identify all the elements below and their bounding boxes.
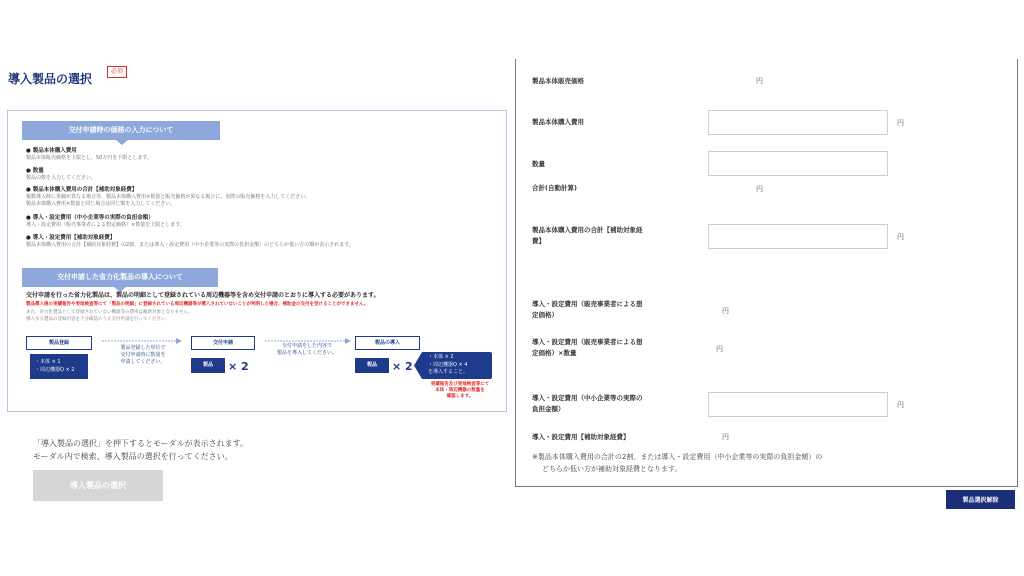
- info-item-title: ● 製品本体購入費用: [26, 148, 77, 154]
- flow-note-line: 本体・周辺機器の数量を: [435, 388, 485, 393]
- flow-detail-item: ・本体 × 1: [35, 359, 61, 365]
- info-item-setup-actual: [26, 214, 496, 229]
- setup-eligible-yen: 円: [722, 433, 729, 441]
- triangle-down-icon: [116, 140, 128, 145]
- flow-text-line: 交付申請をした内容で: [281, 343, 332, 349]
- label-line: 製品本体購入費用の合計【補助対象経: [532, 226, 643, 234]
- info-item-desc: 製品本体販売価格を上限とし、50万円を下限とします。: [26, 155, 152, 161]
- flow-callout-line: を導入すること。: [428, 369, 469, 375]
- flow-callout-line: ・周辺機器Q × 4: [428, 361, 468, 368]
- flow-multiplier: × 2: [392, 360, 413, 373]
- info-item-desc: 製品本体購入費用の合計【補助対象経費】の2割、または導入・設定費用（中小企業等の実際の負担金額）のどちらか低い方の額が表示されます。: [26, 242, 354, 248]
- quantity-label: 数量: [532, 160, 545, 168]
- form-footnote: [532, 451, 1002, 475]
- info-item-desc: 複数導入時に単価が異なる場合等、製品本体購入費用×数量と販売価格が異なる場合に、実際の販売価格を入力してください。: [26, 194, 311, 200]
- section-heading-price-input: 交付申請時の価格の入力について: [22, 121, 220, 140]
- flow-box-grant-application: 交付申請: [191, 336, 255, 350]
- notice-warning: 製品導入後の実績報告や実地検査等にて「製品の明細」に登録されている周辺機器等が導入されていないことが判明した場合、補助金の交付を受けることができません。: [26, 302, 369, 307]
- setup-actual-label: [532, 393, 643, 415]
- info-item-setup-eligible: [26, 234, 496, 249]
- section-heading-product-install: 交付申請した省力化製品の導入について: [22, 268, 218, 287]
- modal-hint-line: 「導入製品の選択」を押下するとモーダルが表示されます。: [33, 439, 249, 448]
- purchase-cost-yen: 円: [897, 119, 904, 127]
- flow-box-product-install: 製品の導入: [355, 336, 420, 350]
- purchase-cost-label: 製品本体購入費用: [532, 118, 584, 126]
- purchase-cost-input[interactable]: [708, 110, 888, 135]
- auto-total-label: 合計(自動計算): [532, 184, 577, 192]
- label-line: 導入・設定費用（中小企業等の実際の: [532, 394, 643, 402]
- notice-note: [26, 309, 496, 323]
- setup-est-label: [532, 299, 643, 321]
- flow-note-line: 確認します。: [446, 394, 474, 399]
- flow-text-line: 申請してください。: [120, 359, 166, 365]
- info-item-desc: 製品本体購入費用×数量と同じ場合は同じ額を入力してください。: [26, 201, 176, 207]
- info-item-title: ● 製品本体購入費用の合計【補助対象経費】: [26, 187, 138, 193]
- setup-actual-input[interactable]: [708, 392, 888, 417]
- release-product-button[interactable]: 製品選択解除: [946, 490, 1015, 509]
- info-item-desc: 導入・設定費用（販売事業者による想定価格）×数量を上限とします。: [26, 222, 185, 228]
- info-item-desc: 製品の数を入力してください。: [26, 175, 97, 181]
- flow-arrow-icon: [265, 338, 351, 344]
- modal-hint: [33, 437, 248, 463]
- footnote-line: ※製品本体購入費用の合計の2割、または導入・設定費用（中小企業等の実際の負担金額）の: [532, 453, 823, 461]
- modal-hint-line: モーダル内で検索、導入製品の選択を行ってください。: [33, 452, 233, 461]
- footnote-line: どちらか低い方が補助対象経費となります。: [542, 465, 682, 473]
- flow-callout-text: [428, 354, 490, 377]
- setup-est-qty-label: [532, 337, 643, 359]
- quantity-input[interactable]: [708, 151, 888, 176]
- flow-note-line: 実績報告及び実地検査等にて: [430, 382, 490, 387]
- auto-total-yen: 円: [756, 185, 763, 193]
- flow-text-step2: [263, 343, 351, 357]
- label-line: 導入・設定費用（販売事業者による想: [532, 300, 643, 308]
- info-item-quantity: [26, 167, 496, 182]
- required-badge: 必須: [107, 66, 127, 78]
- page-title: 導入製品の選択: [8, 72, 93, 86]
- flow-callout-line: ・本体 × 2: [428, 354, 454, 360]
- flow-registration-details: [30, 354, 88, 379]
- flow-multiplier: × 2: [228, 360, 249, 373]
- flow-text-line: 製品を導入してください。: [276, 350, 337, 356]
- info-item-title: ● 数量: [26, 168, 44, 174]
- purchase-total-input[interactable]: [708, 224, 888, 249]
- price-form-panel: [515, 59, 1018, 487]
- flow-note-warning: [418, 382, 502, 400]
- purchase-total-yen: 円: [897, 233, 904, 241]
- notice-note-line: また、省力化製品として登録されていない機器等の費用は補助対象となりません。: [26, 310, 193, 315]
- notice-note-line: 導入する製品の登録内容を十分確認のうえ交付申請を行ってください。: [26, 317, 170, 322]
- select-product-button[interactable]: 導入製品の選択: [33, 470, 163, 501]
- label-line: 費】: [532, 237, 545, 245]
- flow-detail-item: ・周辺機器Q × 2: [35, 367, 75, 373]
- label-line: 定価格）: [532, 311, 558, 319]
- setup-eligible-label: 導入・設定費用【補助対象経費】: [532, 433, 630, 441]
- info-item-title: ● 導入・設定費用【補助対象経費】: [26, 235, 116, 241]
- label-line: 定価格）×数量: [532, 349, 577, 357]
- setup-est-qty-yen: 円: [716, 345, 723, 353]
- info-item-purchase-total: [26, 186, 496, 208]
- sale-price-yen: 円: [756, 77, 763, 85]
- flow-text-line: 製品登録した単位で: [120, 345, 166, 351]
- notice-main: 交付申請を行った省力化製品は、製品の明細として登録されている周辺機器等を含め交付申請のとおりに導入する必要があります。: [26, 292, 380, 299]
- label-line: 負担金額）: [532, 405, 565, 413]
- info-item-title: ● 導入・設定費用（中小企業等の実際の負担金額）: [26, 215, 154, 221]
- flow-text-step1: [102, 345, 184, 366]
- flow-product-tag: 製品: [191, 358, 225, 373]
- flow-text-line: 交付申請時に数量を: [120, 352, 166, 358]
- flow-arrow-icon: [102, 338, 182, 344]
- flow-product-tag: 製品: [355, 358, 389, 373]
- label-line: 導入・設定費用（販売事業者による想: [532, 338, 643, 346]
- purchase-total-label: [532, 225, 643, 247]
- info-box: [7, 110, 507, 412]
- sale-price-label: 製品本体販売価格: [532, 77, 584, 85]
- setup-actual-yen: 円: [897, 401, 904, 409]
- flow-box-product-registration: 製品登録: [26, 336, 92, 350]
- setup-est-yen: 円: [722, 307, 729, 315]
- info-item-purchase-cost: [26, 147, 496, 162]
